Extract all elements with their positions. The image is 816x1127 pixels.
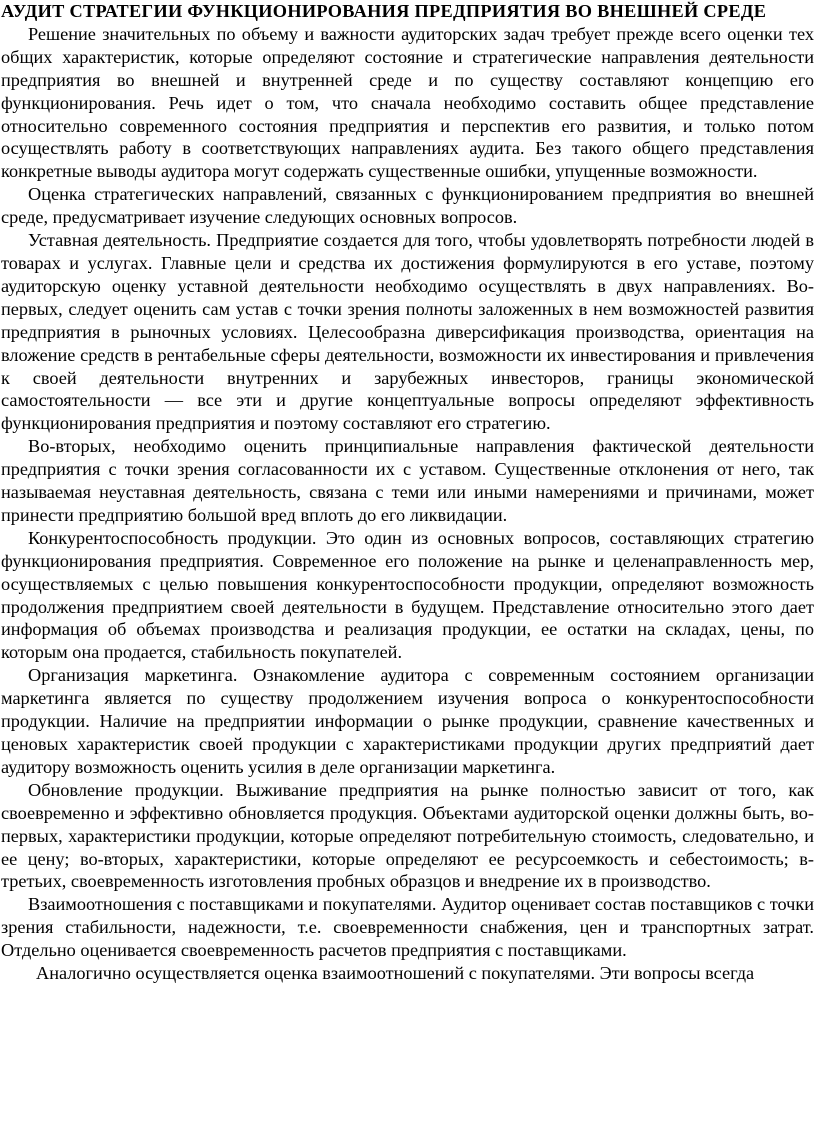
paragraph-competitiveness: Конкурентоспособность продукции. Это один из основных вопросов, составляющих стратегию функционирования предприятия. Современное его положение на рынке и целенаправленность мер, осуществляемых с целью повышения конкурентоспособности продукции, определяют возможность продолжения предприятием своей деятельности в будущем. Представление относительно этого дает информация об объемах производства и реализация продукции, ее остатки на складах, цены, по которым она продается, стабильность покупателей. [1,527,814,663]
paragraph-marketing: Организация маркетинга. Ознакомление аудитора с современным состоянием организации маркетинга является по существу продолжением изучения вопроса о конкурентоспособности продукции. Наличие на предприятии информации о рынке продукции, сравнение качественных и ценовых характеристик своей продукции с характеристиками продукции других предприятий дает аудитору возможность оценить усилия в деле организации маркетинга. [1,665,814,777]
document-title: АУДИТ СТРАТЕГИИ ФУНКЦИОНИРОВАНИЯ ПРЕДПРИЯТИЯ ВО ВНЕШНЕЙ СРЕДЕ [1,1,767,21]
paragraph-intro: Решение значительных по объему и важности аудиторских задач требует прежде всего оценки тех общих характеристик, которые определяют состояние и стратегические направления деятельности предприятия во внешней и внутренней среде и по существу составляют концепцию его функционирования. Речь идет о том, что сначала необходимо составить общее представление относительно современного состояния предприятия и перспектив его развития, и только потом осуществлять работу в соответствующих направлениях аудита. Без такого общего представления конкретные выводы аудитора могут содержать существенные ошибки, упущенные возможности. [1,23,814,182]
paragraph-actual-activity: Во-вторых, необходимо оценить принципиальные направления фактической деятельности предприятия с точки зрения согласованности их с уставом. Существенные отклонения от него, так называемая неуставная деятельность, связана с теми или иными намерениями и причинами, может принести предприятию большой вред вплоть до его ликвидации. [1,436,814,525]
paragraph-buyers: Аналогично осуществляется оценка взаимоотношений с покупателями. Эти вопросы всегда [36,963,755,984]
paragraph-strategic-directions: Оценка стратегических направлений, связанных с функционированием предприятия во внешней среде, предусматривает изучение следующих основных вопросов. [1,184,814,228]
paragraph-suppliers: Взаимоотношения с поставщиками и покупателями. Аудитор оценивает состав поставщиков с точки зрения стабильности, надежности, т.е. своевременности снабжения, цен и транспортных затрат. Отдельно оценивается своевременность расчетов предприятия с поставщиками. [1,894,814,961]
paragraph-charter-activity: Уставная деятельность. Предприятие создается для того, чтобы удовлетворять потребности людей в товарах и услугах. Главные цели и средства их достижения формулируются в его уставе, поэтому аудиторскую оценку уставной деятельности необходимо осуществлять в двух направлениях. Во-первых, следует оценить сам устав с точки зрения полноты заложенных в нем возможностей развития предприятия в рыночных условиях. Целесообразна диверсификация производства, ориентация на вложение средств в рентабельные сферы деятельности, возможности их инвестирования и привлечения к своей деятельности внутренних и зарубежных инвесторов, границы экономической самостоятельности — все эти и другие концептуальные вопросы определяют эффективность функционирования предприятия и поэтому составляют его стратегию. [1,230,814,434]
paragraph-product-renewal: Обновление продукции. Выживание предприятия на рынке полностью зависит от того, как своевременно и эффективно обновляется продукция. Объектами аудиторской оценки должны быть, во-первых, характеристики продукции, которые определяют потребительную стоимость, следовательно, и ее цену; во-вторых, характеристики, которые определяют ее ресурсоемкость и себестоимость; в-третьих, своевременность изготовления пробных образцов и внедрение их в производство. [1,779,814,892]
